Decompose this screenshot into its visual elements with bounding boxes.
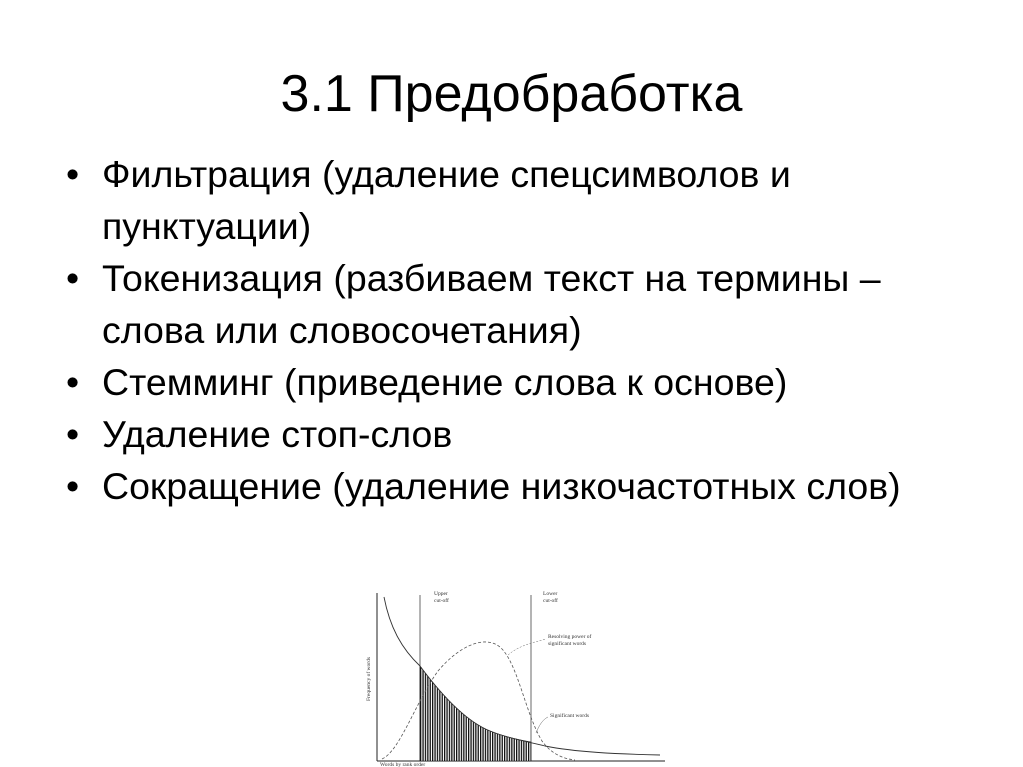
slide-title: 3.1 Предобработка (280, 65, 743, 123)
y-axis-label: Frequency of words (366, 657, 372, 701)
bullet-text: Удаление стоп-слов (102, 413, 453, 455)
resolving-power-label-line2: significant words (548, 641, 587, 647)
bullet-marker: • (66, 465, 80, 507)
significant-words-label: Significant words (550, 713, 589, 719)
bullet-item-stopwords (66, 408, 971, 460)
bullet-marker: • (66, 413, 80, 455)
significant-words-leader (536, 717, 548, 733)
zipf-cutoff-figure (360, 583, 672, 767)
lower-cutoff-label-line2: cut-off (543, 598, 558, 604)
lower-cutoff-label-line1: Lower (543, 591, 558, 597)
resolving-power-label-line1: Resolving power of (548, 634, 592, 640)
upper-cutoff-label-line2: cut-off (434, 598, 449, 604)
bullet-text: Сокращение (удаление низкочастотных слов) (102, 465, 901, 507)
bullet-list (66, 148, 971, 512)
bullet-item-stemming (66, 356, 971, 408)
significant-words-area (420, 666, 531, 761)
bullet-marker: • (66, 153, 80, 195)
bullet-item-reduction (66, 460, 971, 512)
zipf-cutoff-diagram (360, 583, 672, 767)
bullet-text: Фильтрация (удаление спецсимволов и пунктуации) (102, 153, 791, 247)
resolving-power-leader (508, 639, 546, 655)
x-axis-label: Words by rank order (380, 762, 426, 767)
bullet-marker: • (66, 257, 80, 299)
bullet-item-tokenization (66, 252, 971, 356)
upper-cutoff-label-line1: Upper (434, 591, 448, 597)
bullet-text: Стемминг (приведение слова к основе) (102, 361, 788, 403)
bullet-marker: • (66, 361, 80, 403)
bullet-text: Токенизация (разбиваем текст на термины – слова или словосочетания) (102, 257, 881, 351)
bullet-item-filtering (66, 148, 971, 252)
